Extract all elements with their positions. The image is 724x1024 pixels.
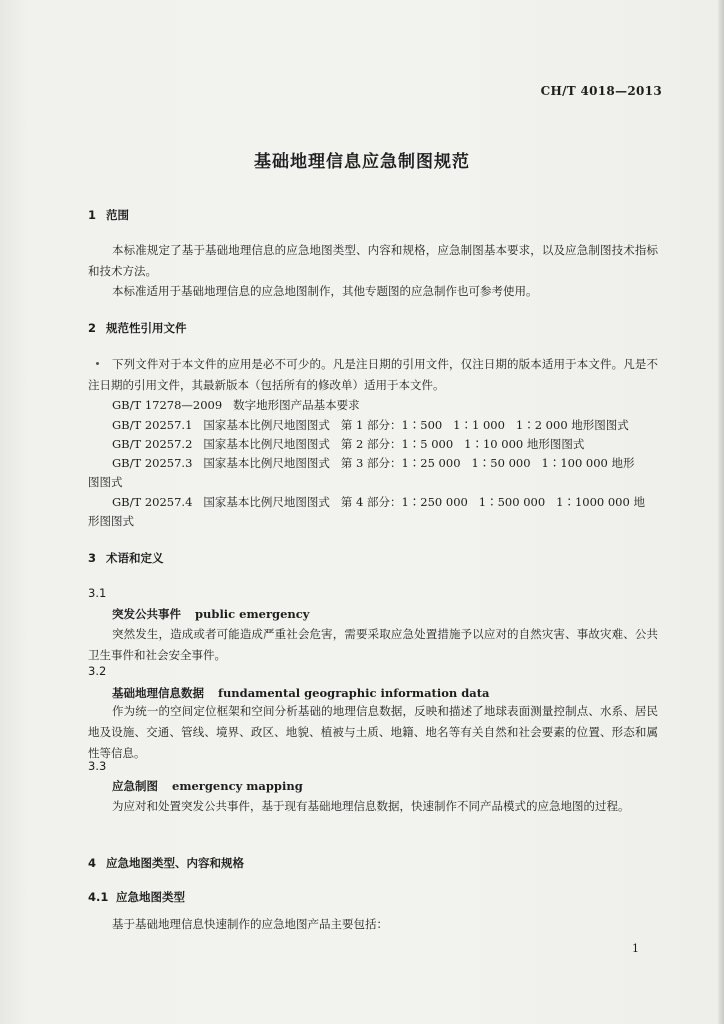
section-title: 规范性引用文件	[106, 321, 187, 335]
section-4-paragraph-1: 基于基础地理信息快速制作的应急地图产品主要包括：	[112, 917, 388, 931]
reference-item-continuation: 形图图式	[88, 514, 134, 528]
reference-item: GB/T 20257.4 国家基本比例尺地图图式 第 4 部分：1∶250 000 1∶500 000 1∶1000 000 地	[112, 495, 645, 509]
section-title: 应急地图类型、内容和规格	[106, 856, 244, 870]
page-number: 1	[632, 942, 639, 955]
term-heading	[112, 606, 309, 622]
section-number: 1	[88, 208, 97, 222]
section-title: 术语和定义	[106, 551, 164, 565]
section-2-heading	[88, 320, 187, 336]
subsection-title: 应急地图类型	[116, 890, 185, 904]
document-title: 基础地理信息应急制图规范	[254, 152, 470, 172]
term-zh: 基础地理信息数据	[112, 686, 204, 700]
term-zh: 应急制图	[112, 779, 158, 793]
term-heading	[112, 778, 303, 794]
section-1-paragraph-1: 本标准规定了基于基础地理信息的应急地图类型、内容和规格，应急制图基本要求，以及应急制图技术指标和技术方法。	[88, 243, 658, 278]
term-en: fundamental geographic information data	[218, 686, 490, 700]
section-4-heading	[88, 855, 244, 871]
term-en: public emergency	[195, 607, 310, 621]
section-1-paragraph-2: 本标准适用于基础地理信息的应急地图制作，其他专题图的应急制作也可参考使用。	[112, 284, 538, 298]
section-1-heading	[88, 207, 129, 223]
term-definition: 为应对和处置突发公共事件，基于现有基础地理信息数据，快速制作不同产品模式的应急地图的过程。	[112, 799, 630, 813]
term-definition: 作为统一的空间定位框架和空间分析基础的地理信息数据，反映和描述了地球表面测量控制点、水系、居民地及设施、交通、管线、境界、政区、地貌、植被与土质、地籍、地名等有关自然和社会要素的位置、形态和属性等信息。	[88, 704, 658, 760]
term-definition: 突然发生，造成或者可能造成严重社会危害，需要采取应急处置措施予以应对的自然灾害、事故灾难、公共卫生事件和社会安全事件。	[88, 627, 658, 662]
section-2-paragraph-1: 下列文件对于本文件的应用是必不可少的。凡是注日期的引用文件，仅注日期的版本适用于本文件。凡是不注日期的引用文件，其最新版本（包括所有的修改单）适用于本文件。	[88, 357, 658, 392]
term-number: 3.1	[88, 586, 107, 600]
term-en: emergency mapping	[172, 779, 303, 793]
section-title: 范围	[106, 208, 129, 222]
section-number: 3	[88, 551, 97, 565]
term-zh: 突发公共事件	[112, 607, 181, 621]
subsection-number: 4.1	[88, 890, 109, 904]
section-number: 2	[88, 321, 97, 335]
reference-item: GB/T 20257.2 国家基本比例尺地图图式 第 2 部分：1∶5 000 1∶10 000 地形图图式	[112, 437, 585, 451]
reference-item: GB/T 17278—2009 数字地形图产品基本要求	[112, 398, 360, 412]
reference-item: GB/T 20257.3 国家基本比例尺地图图式 第 3 部分：1∶25 000 1∶50 000 1∶100 000 地形	[112, 456, 635, 470]
term-heading	[112, 685, 490, 701]
term-number: 3.2	[88, 664, 107, 678]
reference-item-continuation: 图图式	[88, 475, 123, 489]
term-number: 3.3	[88, 759, 107, 773]
subsection-4-1-heading	[88, 889, 185, 905]
reference-item: GB/T 20257.1 国家基本比例尺地图图式 第 1 部分：1∶500 1∶1 000 1∶2 000 地形图图式	[112, 418, 629, 432]
standard-number: CH/T 4018—2013	[540, 84, 662, 98]
section-3-heading	[88, 550, 164, 566]
section-number: 4	[88, 856, 97, 870]
